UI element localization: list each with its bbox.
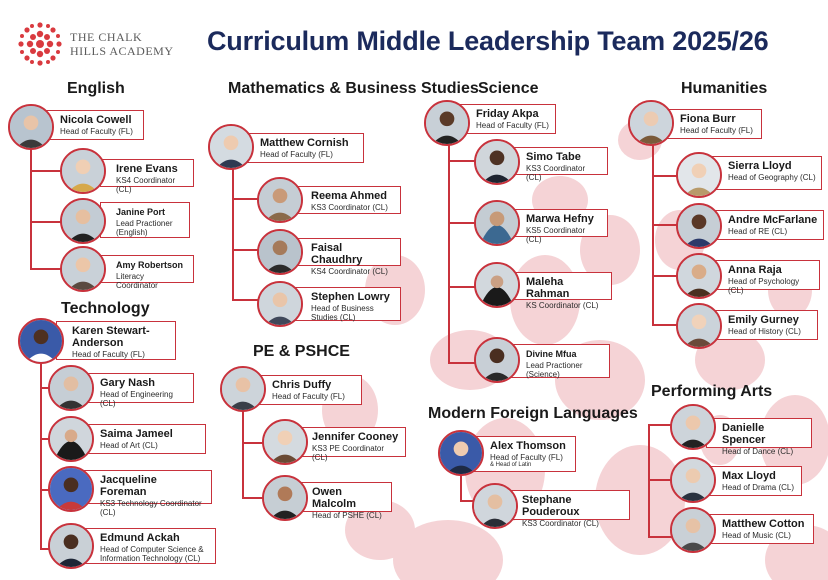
member-card — [510, 272, 612, 310]
person-portrait-icon — [48, 466, 94, 512]
person-role: Head of Computer Science & Information Technology (CL) — [100, 545, 204, 563]
section-heading-pe: PE & PSHCE — [253, 343, 350, 360]
person-name: Irene Evans — [116, 163, 178, 175]
member-card — [84, 424, 206, 454]
person-role-extra: & Head of Latin — [490, 462, 532, 468]
person-portrait-icon — [676, 253, 722, 299]
section-heading-maths: Mathematics & Business Studies — [228, 80, 479, 97]
person-role: Head of Business Studies (CL) — [311, 304, 374, 322]
person-name: Owen Malcolm — [312, 486, 357, 510]
person-role: Head of Faculty (FL) — [680, 126, 753, 135]
member-card — [510, 209, 608, 244]
person-portrait-icon — [676, 303, 722, 349]
person-name: Reema Ahmed — [311, 190, 388, 202]
person-portrait-icon — [208, 124, 254, 170]
person-role: KS3 Coordinator (CL) — [311, 203, 388, 212]
page-title: Curriculum Middle Leadership Team 2025/26 — [207, 26, 769, 56]
person-role: KS3 PE Coordinator (CL) — [312, 444, 385, 462]
member-card — [84, 373, 194, 408]
person-portrait-icon — [257, 177, 303, 223]
person-portrait-icon — [220, 366, 266, 412]
person-role: Head of RE (CL) — [728, 227, 788, 236]
person-portrait-icon — [257, 229, 303, 275]
person-portrait-icon — [474, 337, 520, 383]
person-name: Alex Thomson — [490, 440, 566, 452]
person-role: KS3 Coordinator (CL) — [526, 164, 586, 182]
person-name: Matthew Cornish — [260, 137, 349, 149]
member-card — [295, 238, 401, 276]
member-card — [510, 147, 608, 182]
person-role: Head of Faculty (FL) — [476, 121, 549, 130]
person-name: Jacqueline Foreman — [100, 474, 157, 498]
section-heading-humanities: Humanities — [681, 80, 768, 97]
person-name: Stephane Pouderoux — [522, 494, 580, 518]
person-role: Head of PSHE (CL) — [312, 511, 382, 520]
person-name: Chris Duffy — [272, 379, 332, 391]
person-portrait-icon — [262, 475, 308, 521]
person-name: Maleha Rahman — [526, 276, 570, 300]
member-card — [712, 210, 824, 240]
person-role: KS4 Coordinator (CL) — [311, 267, 388, 276]
person-name: Divine Mfua — [526, 349, 577, 359]
member-card — [296, 482, 392, 520]
person-role: Head of Dance (CL) — [722, 447, 794, 456]
person-role: Head of Faculty (FL) — [260, 150, 333, 159]
person-name: Anna Raja — [728, 264, 782, 276]
person-name: Friday Akpa — [476, 108, 539, 120]
person-portrait-icon — [60, 148, 106, 194]
lead-card — [460, 104, 556, 134]
member-card — [100, 202, 190, 238]
person-portrait-icon — [474, 200, 520, 246]
person-name: Nicola Cowell — [60, 114, 132, 126]
person-role: KS5 Coordinator (CL) — [526, 226, 586, 244]
school-logo-icon — [14, 18, 66, 70]
person-portrait-icon — [8, 104, 54, 150]
school-name-line1: THE CHALK — [70, 30, 143, 44]
person-name: Gary Nash — [100, 377, 156, 389]
person-portrait-icon — [60, 246, 106, 292]
person-portrait-icon — [472, 483, 518, 529]
person-name: Jennifer Cooney — [312, 431, 399, 443]
person-portrait-icon — [670, 404, 716, 450]
member-card — [712, 156, 822, 190]
member-card — [706, 466, 802, 496]
person-portrait-icon — [474, 262, 520, 308]
person-portrait-icon — [48, 416, 94, 462]
person-portrait-icon — [262, 419, 308, 465]
lead-card — [44, 110, 144, 140]
person-role: Head of Faculty (FL) — [72, 350, 145, 359]
person-role: KS4 Coordinator (CL) — [116, 176, 176, 194]
person-role: Head of Geography (CL) — [728, 173, 816, 182]
member-card — [706, 514, 814, 544]
person-role: KS3 Technology Coordinator (CL) — [100, 499, 202, 517]
member-card — [295, 287, 401, 321]
person-portrait-icon — [48, 523, 94, 569]
person-name: Simo Tabe — [526, 151, 581, 163]
person-role: Head of Music (CL) — [722, 531, 791, 540]
person-role: Literacy Coordinator — [116, 272, 158, 290]
section-heading-performing-arts: Performing Arts — [651, 383, 773, 400]
section-heading-technology: Technology — [61, 300, 150, 317]
lead-card — [244, 133, 364, 163]
person-name: Emily Gurney — [728, 314, 799, 326]
section-heading-english: English — [67, 80, 125, 97]
member-card — [506, 490, 630, 528]
person-name: Karen Stewart-Anderson — [72, 325, 150, 349]
person-role: Head of Faculty (FL) — [272, 392, 345, 401]
lead-card — [474, 436, 576, 472]
person-portrait-icon — [474, 139, 520, 185]
person-name: Fiona Burr — [680, 113, 736, 125]
person-name: Amy Robertson — [116, 260, 184, 270]
lead-card — [256, 375, 362, 405]
member-card — [706, 418, 812, 456]
person-portrait-icon — [438, 430, 484, 476]
person-portrait-icon — [670, 507, 716, 553]
person-name: Max Lloyd — [722, 470, 776, 482]
section-heading-science: Science — [478, 80, 539, 97]
lead-card — [56, 321, 176, 360]
person-portrait-icon — [60, 198, 106, 244]
person-role: KS Coordinator (CL) — [526, 301, 599, 310]
person-role: KS3 Coordinator (CL) — [522, 519, 599, 528]
member-card — [84, 528, 216, 564]
member-card — [295, 186, 401, 214]
member-card — [100, 255, 194, 290]
person-role: Head of Faculty (FL) — [490, 453, 563, 462]
person-role: Head of Faculty (FL) — [60, 127, 133, 136]
member-card — [100, 159, 194, 194]
person-name: Janine Port — [116, 207, 166, 217]
person-portrait-icon — [18, 318, 64, 364]
person-role: Head of Engineering (CL) — [100, 390, 173, 408]
person-role: Head of History (CL) — [728, 327, 801, 336]
person-role: Lead Practioner (English) — [116, 219, 173, 237]
person-portrait-icon — [424, 100, 470, 146]
person-role: Lead Practioner (Science) — [526, 361, 583, 379]
person-name: Faisal Chaudhry — [311, 242, 363, 266]
person-portrait-icon — [670, 457, 716, 503]
person-name: Andre McFarlane — [728, 214, 818, 226]
person-name: Edmund Ackah — [100, 532, 180, 544]
person-portrait-icon — [48, 365, 94, 411]
person-portrait-icon — [628, 100, 674, 146]
member-card — [84, 470, 212, 517]
member-card — [510, 344, 610, 378]
member-card — [296, 427, 406, 462]
member-card — [712, 260, 820, 295]
person-role: Head of Art (CL) — [100, 441, 158, 450]
school-name-line2: HILLS ACADEMY — [70, 44, 174, 58]
member-card — [712, 310, 818, 340]
person-name: Saima Jameel — [100, 428, 173, 440]
person-portrait-icon — [676, 152, 722, 198]
section-heading-mfl: Modern Foreign Languages — [428, 405, 638, 422]
person-name: Stephen Lowry — [311, 291, 390, 303]
person-name: Marwa Hefny — [526, 213, 594, 225]
person-role: Head of Drama (CL) — [722, 483, 795, 492]
person-portrait-icon — [676, 203, 722, 249]
person-portrait-icon — [257, 281, 303, 327]
lead-card — [664, 109, 762, 139]
person-name: Danielle Spencer — [722, 422, 766, 446]
person-role: Head of Psychology (CL) — [728, 277, 800, 295]
person-name: Sierra Lloyd — [728, 160, 792, 172]
person-name: Matthew Cotton — [722, 518, 805, 530]
